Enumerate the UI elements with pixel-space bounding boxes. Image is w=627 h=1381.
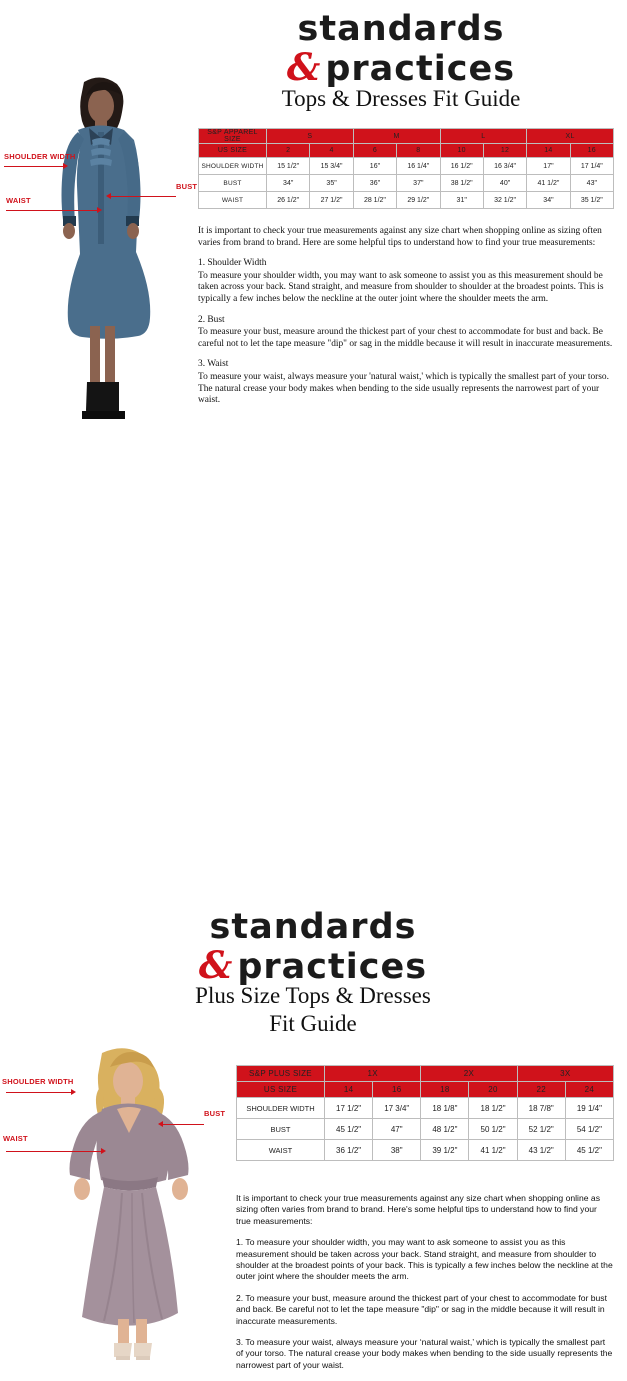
- cell: 37": [397, 175, 440, 192]
- table-row: [199, 158, 614, 175]
- model-illustration: [16, 70, 186, 440]
- cell: 43": [570, 175, 613, 192]
- waist-arrow-top: [97, 207, 102, 213]
- page-title-top: Tops & Dresses Fit Guide: [281, 86, 521, 111]
- table-header-us-20: 20: [469, 1082, 517, 1098]
- measurement-instructions-straight: [198, 226, 614, 416]
- table-header-us-12: 12: [483, 144, 526, 158]
- brand-ampersand: &: [286, 45, 322, 89]
- waist-line-bottom: [6, 1151, 102, 1152]
- row-label-waist: WAIST: [237, 1140, 325, 1161]
- cell: 35": [310, 175, 353, 192]
- table-row: [237, 1098, 614, 1119]
- table-header-size-xl: XL: [527, 129, 614, 144]
- table-header-plus-size: S&P PLUS SIZE: [237, 1066, 325, 1082]
- cell: 15 1/2": [267, 158, 310, 175]
- cell: 38 1/2": [440, 175, 483, 192]
- cell: 16": [353, 158, 396, 175]
- table-row: [199, 192, 614, 209]
- cell: 31": [440, 192, 483, 209]
- cell: 17 1/4": [570, 158, 613, 175]
- table-row: [199, 175, 614, 192]
- row-label-bust: BUST: [199, 175, 267, 192]
- bust-arrow-bottom: [158, 1121, 163, 1127]
- instruction-heading-shoulder: 1. Shoulder Width: [198, 258, 267, 269]
- cell: 18 1/2": [469, 1098, 517, 1119]
- instruction-bust: 2. To measure your bust, measure around the thickest part of your chest to accommodate for bust and back. Be careful not to let the tape measure "dip" or sag in the middle because it will result in inaccurate measurements.: [236, 1292, 607, 1326]
- table-row: [237, 1119, 614, 1140]
- size-chart-table-plus: [236, 1065, 614, 1161]
- shoulder-width-arrow-bottom: [71, 1089, 76, 1095]
- table-header-us-2: 2: [267, 144, 310, 158]
- row-label-waist: WAIST: [199, 192, 267, 209]
- shoulder-width-arrow-top: [63, 163, 68, 169]
- bust-line-top: [110, 196, 176, 197]
- bust-label-bottom: BUST: [204, 1109, 226, 1118]
- cell: 16 1/2": [440, 158, 483, 175]
- brand-line1: standards: [297, 9, 505, 49]
- table-header-size-1x: 1X: [325, 1066, 421, 1082]
- cell: 39 1/2": [421, 1140, 469, 1161]
- table-header-us-14: 14: [527, 144, 570, 158]
- shoulder-width-line-top: [4, 166, 64, 167]
- cell: 52 1/2": [517, 1119, 565, 1140]
- cell: 29 1/2": [397, 192, 440, 209]
- cell: 32 1/2": [483, 192, 526, 209]
- instruction-body-shoulder: To measure your shoulder width, you may want to ask someone to assist you as this measurement should be taken across your back. Stand straight, and measure from shoulder to shoulder at the broadest points. This is typically a few inches below the neckline at the outer joint where the shoulder meets the arm.: [198, 270, 604, 304]
- shoulder-width-label-top: SHOULDER WIDTH: [4, 152, 76, 161]
- brand-line2-text: practices: [237, 947, 428, 987]
- cell: 16 1/4": [397, 158, 440, 175]
- bust-label-top: BUST: [176, 182, 198, 191]
- cell: 34": [527, 192, 570, 209]
- cell: 41 1/2": [527, 175, 570, 192]
- table-header-us-14: 14: [325, 1082, 373, 1098]
- brand-ampersand: &: [198, 943, 234, 987]
- table-header-us-16: 16: [373, 1082, 421, 1098]
- shoulder-width-line-bottom: [6, 1092, 72, 1093]
- cell: 15 3/4": [310, 158, 353, 175]
- tops-dresses-fit-guide-panel: [0, 0, 627, 448]
- table-header-us-16: 16: [570, 144, 613, 158]
- model-photo-straight-size: [16, 70, 186, 440]
- table-header-us-8: 8: [397, 144, 440, 158]
- cell: 28 1/2": [353, 192, 396, 209]
- cell: 35 1/2": [570, 192, 613, 209]
- cell: 45 1/2": [325, 1119, 373, 1140]
- cell: 26 1/2": [267, 192, 310, 209]
- cell: 18 7/8": [517, 1098, 565, 1119]
- table-row: [237, 1066, 614, 1082]
- cell: 17 1/2": [325, 1098, 373, 1119]
- cell: 18 1/8": [421, 1098, 469, 1119]
- table-row: [237, 1140, 614, 1161]
- cell: 19 1/4": [565, 1098, 613, 1119]
- table-header-us-4: 4: [310, 144, 353, 158]
- cell: 16 3/4": [483, 158, 526, 175]
- table-header-us-6: 6: [353, 144, 396, 158]
- row-label-shoulder-width: SHOULDER WIDTH: [237, 1098, 325, 1119]
- instruction-heading-bust: 2. Bust: [198, 314, 225, 325]
- waist-line-top: [6, 210, 98, 211]
- instruction-waist: 3. To measure your waist, always measure your ‘natural waist,’ which is typically the smallest part of your torso. The natural crease your body makes when bending to the side usually represents the narrowest part of your waist.: [236, 1337, 613, 1370]
- table-header-size-s: S: [267, 129, 354, 144]
- cell: 27 1/2": [310, 192, 353, 209]
- table-header-us-22: 22: [517, 1082, 565, 1098]
- table-row: [199, 129, 614, 144]
- cell: 17 3/4": [373, 1098, 421, 1119]
- table-header-size-3x: 3X: [517, 1066, 613, 1082]
- brand-logo-top: [186, 10, 616, 88]
- waist-arrow-bottom: [101, 1148, 106, 1154]
- page-title-bottom-line2: Fit Guide: [269, 1011, 357, 1036]
- cell: 50 1/2": [469, 1119, 517, 1140]
- brand-line2: [98, 943, 528, 987]
- table-row: [199, 144, 614, 158]
- cell: 48 1/2": [421, 1119, 469, 1140]
- page-title-bottom-line1: Plus Size Tops & Dresses: [195, 983, 431, 1008]
- table-header-us-size: US SIZE: [237, 1082, 325, 1098]
- table-header-size-m: M: [353, 129, 440, 144]
- brand-logo-bottom: [98, 908, 528, 986]
- table-header-us-size: US SIZE: [199, 144, 267, 158]
- cell: 34": [267, 175, 310, 192]
- table-header-apparel-size: S&P APPAREL SIZE: [199, 129, 267, 144]
- cell: 41 1/2": [469, 1140, 517, 1161]
- row-label-shoulder-width: SHOULDER WIDTH: [199, 158, 267, 175]
- cell: 54 1/2": [565, 1119, 613, 1140]
- cell: 36": [353, 175, 396, 192]
- table-header-us-24: 24: [565, 1082, 613, 1098]
- instruction-body-waist: To measure your waist, always measure your 'natural waist,' which is typically the smallest part of your torso. The natural crease your body makes when bending to the side usually represents the narrowest part of your waist.: [198, 371, 609, 406]
- instruction-shoulder: 1. To measure your shoulder width, you may want to ask someone to assist you as this measurement should be taken across your back. Stand straight, and measure from shoulder to shoulder at the broadest points of your back. This is typically a few inches below the neckline at the outer joint where the shoulder meets the arm.: [236, 1237, 613, 1282]
- waist-label-top: WAIST: [6, 196, 31, 205]
- table-header-size-2x: 2X: [421, 1066, 517, 1082]
- cell: 47": [373, 1119, 421, 1140]
- table-header-us-18: 18: [421, 1082, 469, 1098]
- brand-line2-text: practices: [325, 49, 516, 89]
- plus-size-fit-guide-panel: [0, 448, 627, 1370]
- bust-arrow-top: [106, 193, 111, 199]
- measurement-instructions-plus: [236, 1193, 614, 1381]
- instruction-body-bust: To measure your bust, measure around the thickest part of your chest to accommodate for bust and back. Be careful not to let the tape measure "dip" or sag in the middle because it will result in inaccurate measurements.: [198, 327, 613, 349]
- instruction-heading-waist: 3. Waist: [198, 359, 229, 370]
- shoulder-width-label-bottom: SHOULDER WIDTH: [2, 1077, 74, 1086]
- cell: 40": [483, 175, 526, 192]
- intro-paragraph: It is important to check your true measurements against any size chart when shopping online as sizing often varies from brand to brand. Here are some helpful tips to understand how to find your true measurements:: [198, 226, 602, 248]
- cell: 36 1/2": [325, 1140, 373, 1161]
- table-header-size-l: L: [440, 129, 527, 144]
- page-title-bottom: [98, 982, 528, 1038]
- table-header-us-10: 10: [440, 144, 483, 158]
- intro-paragraph: It is important to check your true measurements against any size chart when shopping online as sizing often varies from brand to brand. Here's some helpful tips to understand how to find your true measurements:: [236, 1193, 600, 1226]
- bust-line-bottom: [162, 1124, 204, 1125]
- brand-line1: standards: [209, 907, 417, 947]
- cell: 45 1/2": [565, 1140, 613, 1161]
- row-label-bust: BUST: [237, 1119, 325, 1140]
- waist-label-bottom: WAIST: [3, 1134, 28, 1143]
- cell: 17": [527, 158, 570, 175]
- brand-line2: [186, 45, 616, 89]
- size-chart-table-straight: [198, 128, 614, 209]
- table-row: [237, 1082, 614, 1098]
- cell: 43 1/2": [517, 1140, 565, 1161]
- cell: 38": [373, 1140, 421, 1161]
